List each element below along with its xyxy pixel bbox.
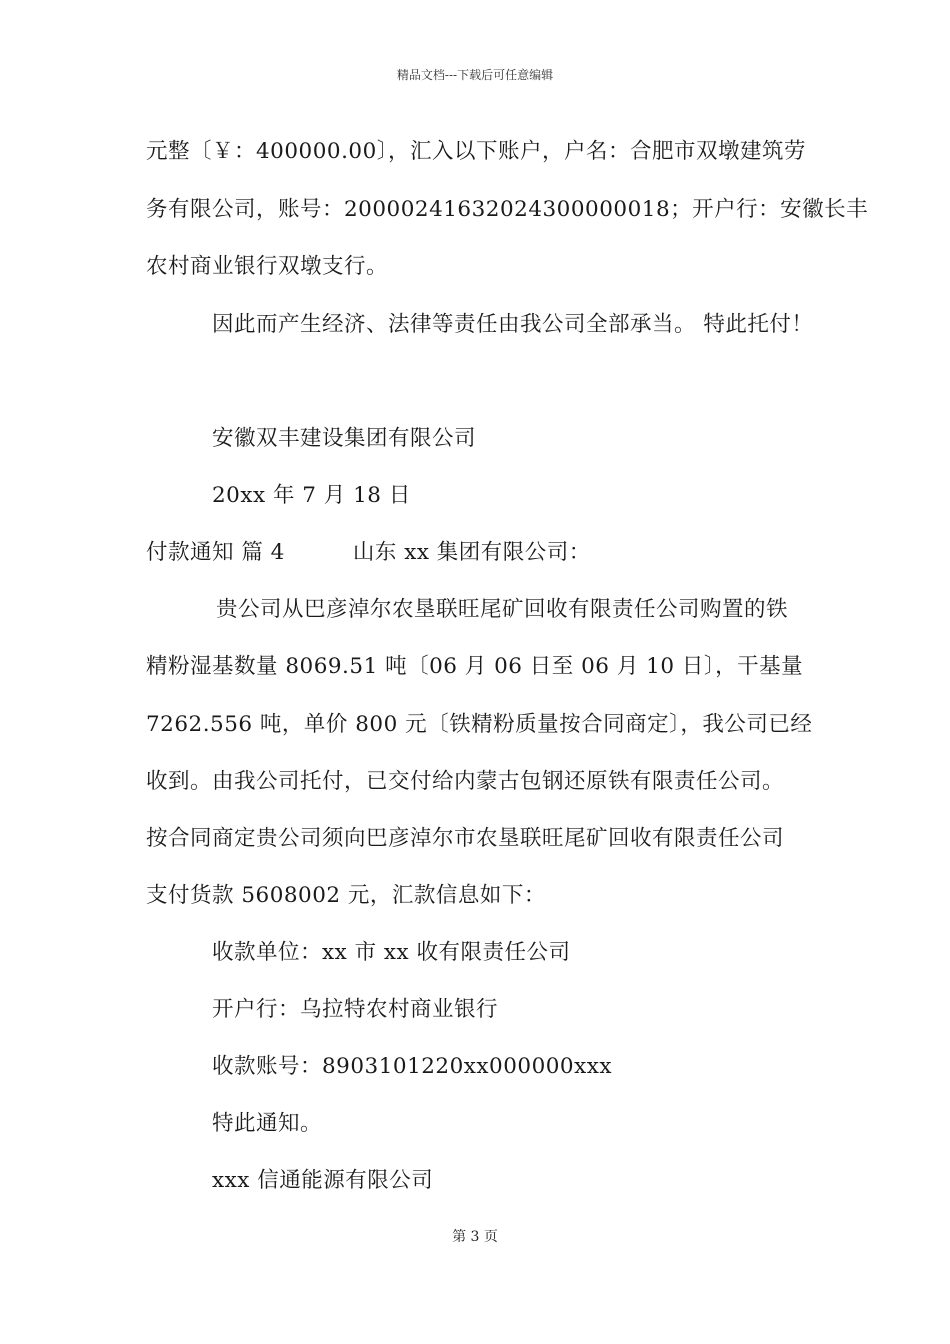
page-header: 精品文档---下载后可任意编辑 xyxy=(396,68,554,82)
paragraph-line: 收到。由我公司托付，已交付给内蒙古包钢还原铁有限责任公司。 xyxy=(146,769,785,794)
payee-unit: 收款单位：xx 市 xx 收有限责任公司 xyxy=(212,940,571,965)
signatory-company: 安徽双丰建设集团有限公司 xyxy=(212,426,477,451)
paragraph-line: 按合同商定贵公司须向巴彦淖尔市农垦联旺尾矿回收有限责任公司 xyxy=(146,826,785,851)
payee-account: 收款账号：8903101220xx000000xxx xyxy=(212,1054,612,1079)
addressee: 山东 xx 集团有限公司： xyxy=(352,540,591,565)
closing-statement: 因此而产生经济、法律等责任由我公司全部承当。 特此托付！ xyxy=(212,312,814,337)
section-heading-line xyxy=(146,538,591,568)
paragraph-line: 元整〔￥：400000.00〕，汇入以下账户，户名：合肥市双墩建筑劳 xyxy=(146,139,807,164)
paragraph-line: 精粉湿基数量 8069.51 吨〔06 月 06 日至 06 月 10 日〕，干基量 xyxy=(146,654,804,679)
signature-date: 20xx 年 7 月 18 日 xyxy=(212,483,411,508)
notice-closing: 特此通知。 xyxy=(212,1111,323,1136)
paragraph-line: 支付货款 5608002 元，汇款信息如下： xyxy=(146,883,546,908)
paragraph-line: 7262.556 吨，单价 800 元〔铁精粉质量按合同商定〕，我公司已经 xyxy=(146,712,813,737)
payee-bank: 开户行：乌拉特农村商业银行 xyxy=(212,997,499,1022)
paragraph-line: 农村商业银行双墩支行。 xyxy=(146,254,389,279)
sender-company: xxx 信通能源有限公司 xyxy=(212,1168,434,1193)
page-number: 第 3 页 xyxy=(452,1229,498,1245)
paragraph-line: 务有限公司，账号：20000241632024300000018；开户行：安徽长丰 xyxy=(146,197,869,222)
section-title: 付款通知 篇 4 xyxy=(146,540,285,565)
paragraph-line: 贵公司从巴彦淖尔农垦联旺尾矿回收有限责任公司购置的铁 xyxy=(216,597,789,622)
